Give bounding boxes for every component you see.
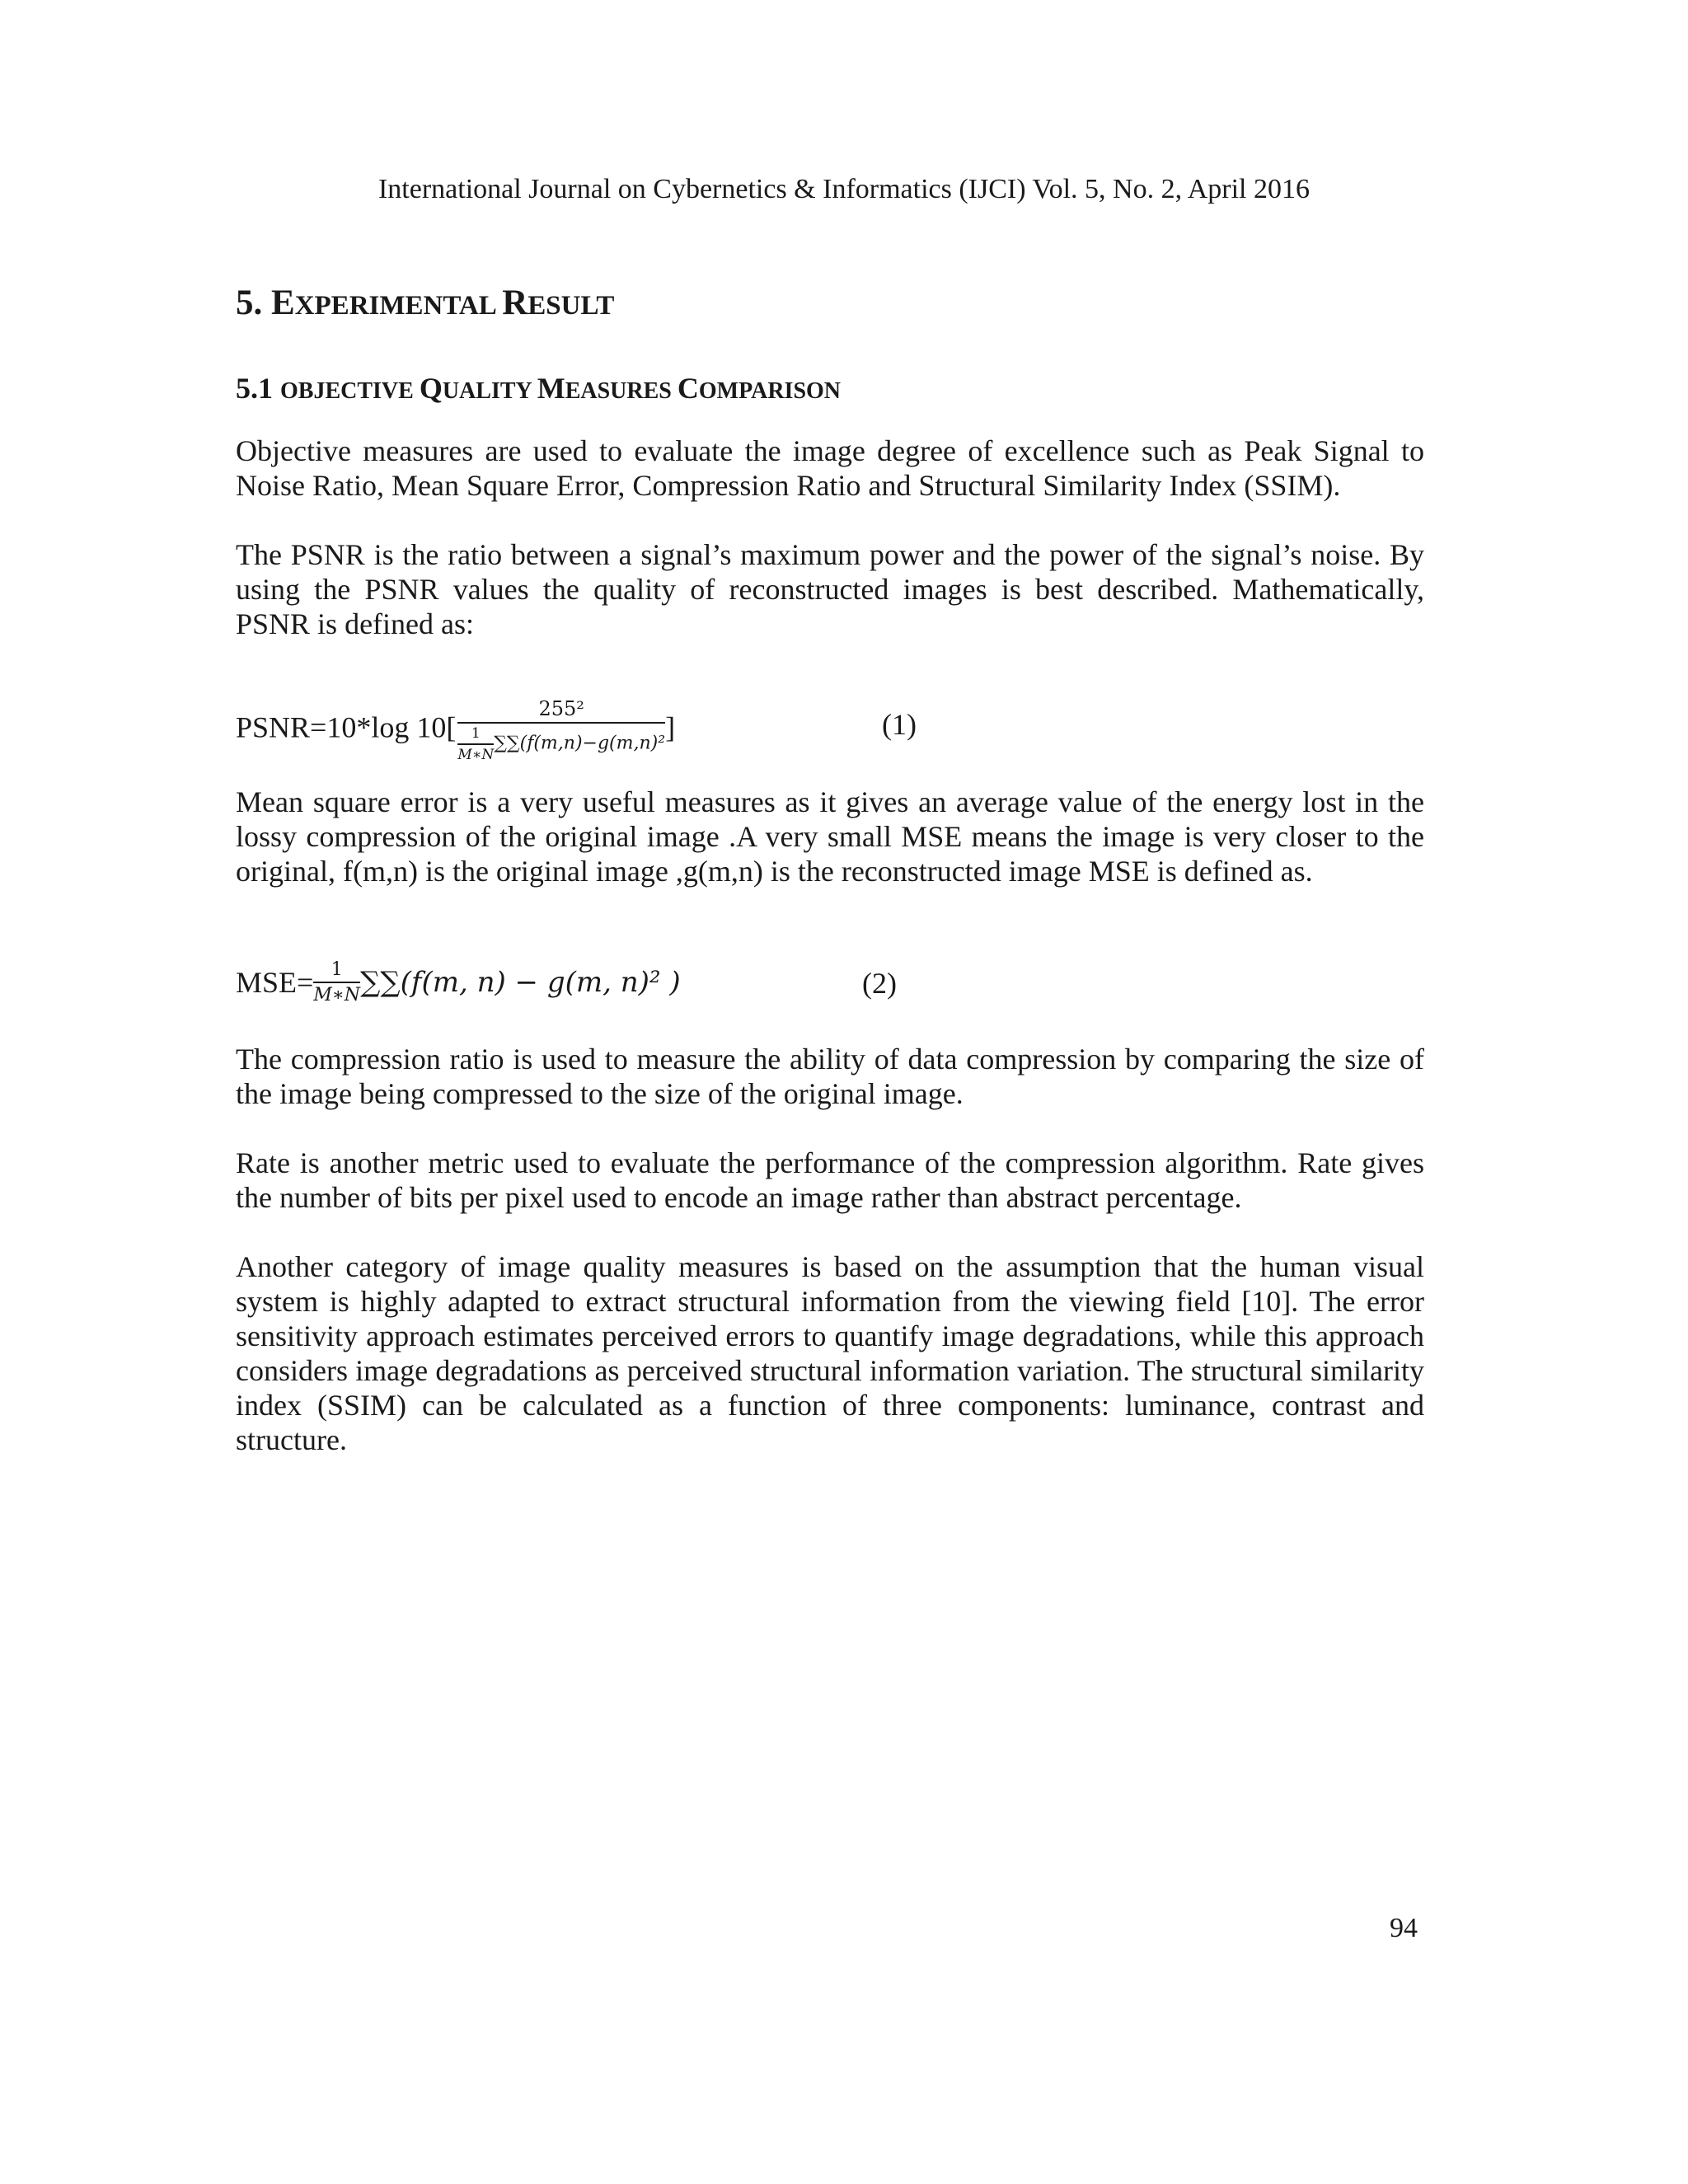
paragraph-mse-definition: Mean square error is a very useful measures as it gives an average value of the energy lost in the lossy compression of the original image .A very small MSE means the image is very closer to the original, f(m,n) is the original image ,g(m,n) is the reconstructed image MSE is defined as.	[236, 785, 1424, 888]
paragraph-psnr-definition: The PSNR is the ratio between a signal’s maximum power and the power of the signal’s noise. By using the PSNR values the quality of reconstructed images is best described. Mathematically, PSNR is defined as:	[236, 538, 1424, 640]
content-body	[236, 280, 1424, 1456]
equation-psnr-numerator: 255²	[457, 697, 665, 724]
equation-psnr-close: ]	[665, 710, 676, 744]
subsection-number: 5.1	[236, 372, 280, 405]
equation-psnr-denominator	[457, 724, 665, 763]
equation-mse-fraction	[313, 959, 360, 1005]
subsection-rest4: OMPARISON	[698, 378, 842, 404]
section-title-cap1: E	[271, 284, 295, 322]
equation-mse-label: (2)	[862, 967, 897, 1000]
subsection-heading	[236, 369, 841, 410]
section-number: 5.	[236, 284, 263, 322]
equation-psnr	[236, 682, 1424, 765]
section-title-rest1: XPERIMENTAL	[294, 291, 503, 321]
paragraph-compression-ratio: The compression ratio is used to measure the ability of data compression by comparing the size of the image being compressed to the size of the original image.	[236, 1043, 1424, 1110]
running-header: International Journal on Cybernetics & Informatics (IJCI) Vol. 5, No. 2, April 2016	[377, 174, 1310, 204]
equation-mse-frac-den: M∗N	[313, 985, 361, 1005]
equation-mse-prefix: MSE=	[236, 966, 314, 999]
equation-psnr-denominator-rest: ∑∑(f(m,n)−g(m,n)²	[494, 733, 666, 754]
subsection-cap2: Q	[419, 372, 443, 405]
equation-psnr-inner-num: 1	[457, 725, 494, 745]
section-heading	[236, 280, 1424, 326]
equation-psnr-inner-fraction	[457, 725, 494, 763]
equation-psnr-label: (1)	[882, 708, 917, 741]
equation-psnr-prefix: PSNR=10*log 10[	[236, 710, 457, 744]
subsection-cap4: C	[677, 372, 699, 405]
equation-mse-frac-num: 1	[313, 959, 360, 983]
section-title-cap2: R	[502, 284, 528, 322]
paragraph-objective-measures: Objective measures are used to evaluate the image degree of excellence such as Peak Signal to Noise Ratio, Mean Square Error, Compression Ratio and Structural Similarity Index (SSIM).	[236, 434, 1424, 502]
equation-mse-rhs: ∑∑(f(m, n) − g(m, n)² )	[360, 966, 681, 999]
subsection-part1: OBJECTIVE	[280, 378, 420, 404]
equation-psnr-fraction	[457, 697, 665, 763]
equation-mse	[236, 954, 1424, 1037]
subsection-cap3: M	[537, 372, 565, 405]
subsection-rest2: UALITY	[442, 378, 537, 404]
section-title-rest2: ESULT	[528, 291, 615, 321]
equation-psnr-inner-den: M∗N	[457, 747, 495, 763]
page-number: 94	[1390, 1913, 1418, 1943]
equation-mse-lhs	[236, 959, 681, 1005]
equation-psnr-lhs	[236, 697, 675, 763]
paragraph-rate: Rate is another metric used to evaluate the performance of the compression algorithm. Rate gives the number of bits per pixel used to encode an image rather than abstract percentage.	[236, 1146, 1424, 1214]
paragraph-ssim: Another category of image quality measures is based on the assumption that the human visual system is highly adapted to extract structural information from the viewing field [10]. The error sensitivity approach estimates perceived errors to quantify image degradations, while this approach considers image degradations as perceived structural information variation. The structural similarity index (SSIM) can be calculated as a function of three components: luminance, contrast and structure.	[236, 1250, 1424, 1456]
subsection-rest3: EASURES	[565, 378, 678, 404]
